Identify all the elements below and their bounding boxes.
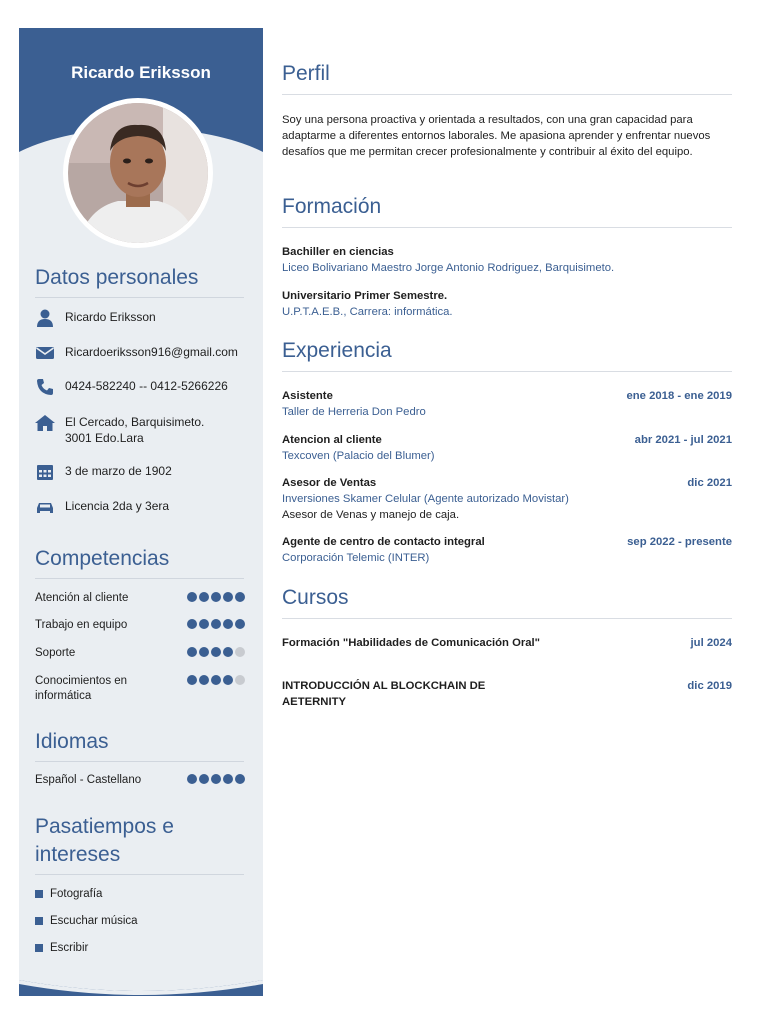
address-line-1: El Cercado, Barquisimeto. xyxy=(65,415,205,429)
skill-label: Atención al cliente xyxy=(35,592,129,604)
skills-title: Competencias xyxy=(35,547,170,570)
personal-birthdate-row xyxy=(35,463,250,481)
square-bullet-icon xyxy=(35,890,43,898)
personal-phone-row xyxy=(35,378,250,396)
personal-data-title: Datos personales xyxy=(35,266,199,289)
skill-level xyxy=(187,619,245,629)
personal-name-row xyxy=(35,309,250,327)
person-name: Ricardo Eriksson xyxy=(71,63,211,82)
hobbies-title xyxy=(35,813,174,869)
divider xyxy=(35,578,244,579)
education-degree: Universitario Primer Semestre. xyxy=(282,290,448,302)
personal-email-row xyxy=(35,344,250,362)
divider xyxy=(282,94,732,95)
square-bullet-icon xyxy=(35,917,43,925)
course-entry xyxy=(282,678,732,710)
personal-address-row xyxy=(35,414,250,446)
personal-birthdate-text: 3 de marzo de 1902 xyxy=(65,464,172,478)
sidebar-footer-curve xyxy=(19,980,263,996)
envelope-icon xyxy=(35,344,55,362)
hobby-label: Fotografía xyxy=(50,888,103,900)
courses-title: Cursos xyxy=(282,586,349,609)
skill-level xyxy=(187,592,245,602)
personal-address-text xyxy=(65,414,204,446)
education-institution: U.P.T.A.E.B., Carrera: informática. xyxy=(282,306,453,318)
divider xyxy=(282,227,732,228)
personal-license-text: Licencia 2da y 3era xyxy=(65,499,170,513)
personal-license-row xyxy=(35,498,250,516)
skill-row xyxy=(35,618,245,633)
divider xyxy=(35,297,244,298)
course-name: INTRODUCCIÓN AL BLOCKCHAIN DE AETERNITY xyxy=(282,680,486,708)
divider xyxy=(282,618,732,619)
experience-date: abr 2021 - jul 2021 xyxy=(634,434,732,446)
experience-entry xyxy=(282,534,732,566)
experience-role: Agente de centro de contacto integral xyxy=(282,536,485,548)
languages-title: Idiomas xyxy=(35,730,109,753)
hobby-label: Escuchar música xyxy=(50,915,138,927)
personal-phone-text: 0424-582240 -- 0412-5266226 xyxy=(65,379,228,393)
profile-title: Perfil xyxy=(282,62,330,85)
language-row xyxy=(35,773,245,788)
education-institution: Liceo Bolivariano Maestro Jorge Antonio Rodriguez, Barquisimeto. xyxy=(282,262,615,274)
sidebar xyxy=(19,28,263,996)
profile-text: Soy una persona proactiva y orientada a resultados, con una gran capacidad para adaptarme a diferentes entornos laborales. Me apasiona aprender y enfrentar nuevos desafíos que me permitan crecer profesionalmente y contribuir al éxito del equipo. xyxy=(282,114,711,158)
skill-row xyxy=(35,646,245,661)
user-icon xyxy=(35,309,55,327)
education-entry xyxy=(282,244,732,276)
experience-company: Corporación Telemic (INTER) xyxy=(282,552,430,564)
car-icon xyxy=(35,498,55,516)
experience-date: ene 2018 - ene 2019 xyxy=(626,390,732,402)
home-icon xyxy=(35,414,55,432)
course-entry xyxy=(282,635,732,651)
square-bullet-icon xyxy=(35,944,43,952)
course-name: Formación "Habilidades de Comunicación Oral" xyxy=(282,637,541,649)
experience-entry xyxy=(282,475,732,523)
education-title: Formación xyxy=(282,195,382,218)
phone-icon xyxy=(35,378,55,396)
skill-row xyxy=(35,591,245,606)
experience-company: Texcoven (Palacio del Blumer) xyxy=(282,450,435,462)
experience-role: Asistente xyxy=(282,390,333,402)
hobby-item xyxy=(35,915,138,927)
skill-label: Trabajo en equipo xyxy=(35,619,128,631)
experience-role: Atencion al cliente xyxy=(282,434,382,446)
personal-email-text: Ricardoeriksson916@gmail.com xyxy=(65,345,238,359)
experience-entry xyxy=(282,388,732,420)
skill-label: Soporte xyxy=(35,647,76,659)
language-level xyxy=(187,774,245,784)
education-entry xyxy=(282,288,732,320)
hobby-item xyxy=(35,942,88,954)
divider xyxy=(35,761,244,762)
experience-entry xyxy=(282,432,732,464)
course-date: jul 2024 xyxy=(690,637,732,649)
profile-photo xyxy=(63,98,213,248)
hobby-item xyxy=(35,888,102,900)
hobbies-title-line-2: intereses xyxy=(35,843,121,866)
skill-level xyxy=(187,675,245,685)
address-line-2: 3001 Edo.Lara xyxy=(65,431,144,445)
calendar-icon xyxy=(35,463,55,481)
personal-name-text: Ricardo Eriksson xyxy=(65,310,156,324)
hobby-label: Escribir xyxy=(50,942,89,954)
education-degree: Bachiller en ciencias xyxy=(282,246,394,258)
experience-date: dic 2021 xyxy=(687,477,732,489)
experience-company: Inversiones Skamer Celular (Agente autorizado Movistar) xyxy=(282,493,569,505)
skill-level xyxy=(187,647,245,657)
language-label: Español - Castellano xyxy=(35,774,142,786)
skill-label: Conocimientos en informática xyxy=(35,675,128,702)
experience-company: Taller de Herreria Don Pedro xyxy=(282,406,426,418)
experience-role: Asesor de Ventas xyxy=(282,477,377,489)
profile-photo-image xyxy=(68,103,208,243)
experience-date: sep 2022 - presente xyxy=(627,536,732,548)
divider xyxy=(282,371,732,372)
experience-description: Asesor de Venas y manejo de caja. xyxy=(282,509,460,521)
divider xyxy=(35,874,244,875)
experience-title: Experiencia xyxy=(282,339,392,362)
course-date: dic 2019 xyxy=(687,680,732,692)
skill-row xyxy=(35,674,245,704)
hobbies-title-line-1: Pasatiempos e xyxy=(35,815,174,838)
